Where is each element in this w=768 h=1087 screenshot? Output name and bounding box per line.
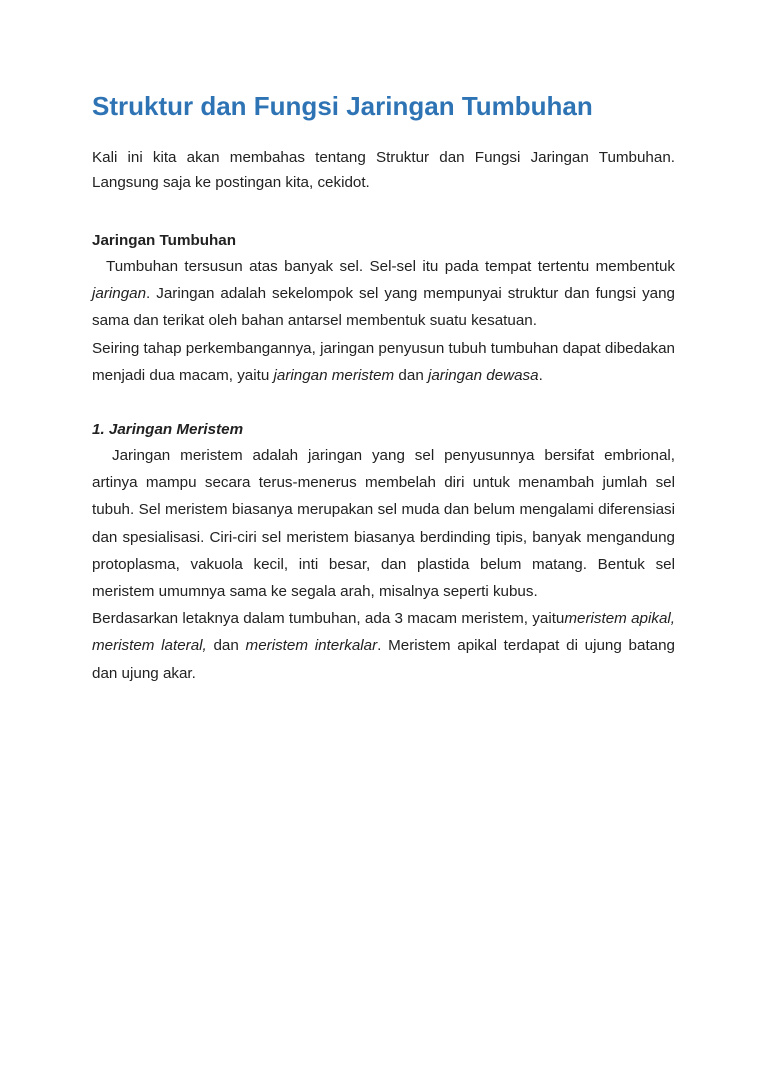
document-title: Struktur dan Fungsi Jaringan Tumbuhan <box>92 91 593 121</box>
text-run: dan <box>206 637 246 655</box>
document-page <box>92 88 675 687</box>
term-meristem-interkalar: meristem interkalar <box>245 637 378 655</box>
jaringan-meristem-paragraph-2 <box>92 605 675 687</box>
jaringan-tumbuhan-paragraph-1 <box>92 253 675 335</box>
term-meristem-apikal-lateral: meristem apikal, meristem lateral, <box>92 610 675 655</box>
term-jaringan-dewasa: jaringan dewasa <box>427 366 539 384</box>
heading-jaringan-tumbuhan: Jaringan Tumbuhan <box>92 232 237 249</box>
term-jaringan-meristem: jaringan meristem <box>273 366 395 384</box>
text-run: . Jaringan adalah sekelompok sel yang mempunyai struktur dan fungsi yang sama dan terikat oleh bahan antarsel membentuk suatu kesatuan. <box>92 285 675 330</box>
term-jaringan: jaringan <box>92 285 147 303</box>
intro-paragraph: Kali ini kita akan membahas tentang Struktur dan Fungsi Jaringan Tumbuhan. Langsung saja ke postingan kita, cekidot. <box>92 149 675 191</box>
text-run: . <box>538 366 543 384</box>
text-run: Seiring tahap perkembangannya, jaringan penyusun tubuh tumbuhan dapat dibedakan menjadi dua macam, yaitu <box>92 339 675 384</box>
jaringan-meristem-paragraph-1: Jaringan meristem adalah jaringan yang sel penyusunnya bersifat embrional, artinya mampu secara terus-menerus membelah diri untuk menambah jumlah sel tubuh. Sel meristem biasanya merupakan sel muda dan belum mengalami diferensiasi dan spesialisasi. Ciri-ciri sel meristem biasanya berdinding tipis, banyak mengandung protoplasma, vakuola kecil, inti besar, dan plastida belum matang. Bentuk sel meristem umumnya sama ke segala arah, misalnya seperti kubus. <box>92 447 675 601</box>
text-run: . Meristem apikal terdapat di ujung batang dan ujung akar. <box>92 637 676 682</box>
jaringan-tumbuhan-paragraph-2 <box>92 335 675 389</box>
text-run: Berdasarkan letaknya dalam tumbuhan, ada 3 macam meristem, yaitu <box>92 610 565 628</box>
text-run: Tumbuhan tersusun atas banyak sel. Sel-sel itu pada tempat tertentu membentuk <box>106 258 675 275</box>
heading-jaringan-meristem: 1. Jaringan Meristem <box>92 421 244 439</box>
text-run: dan <box>394 366 428 384</box>
